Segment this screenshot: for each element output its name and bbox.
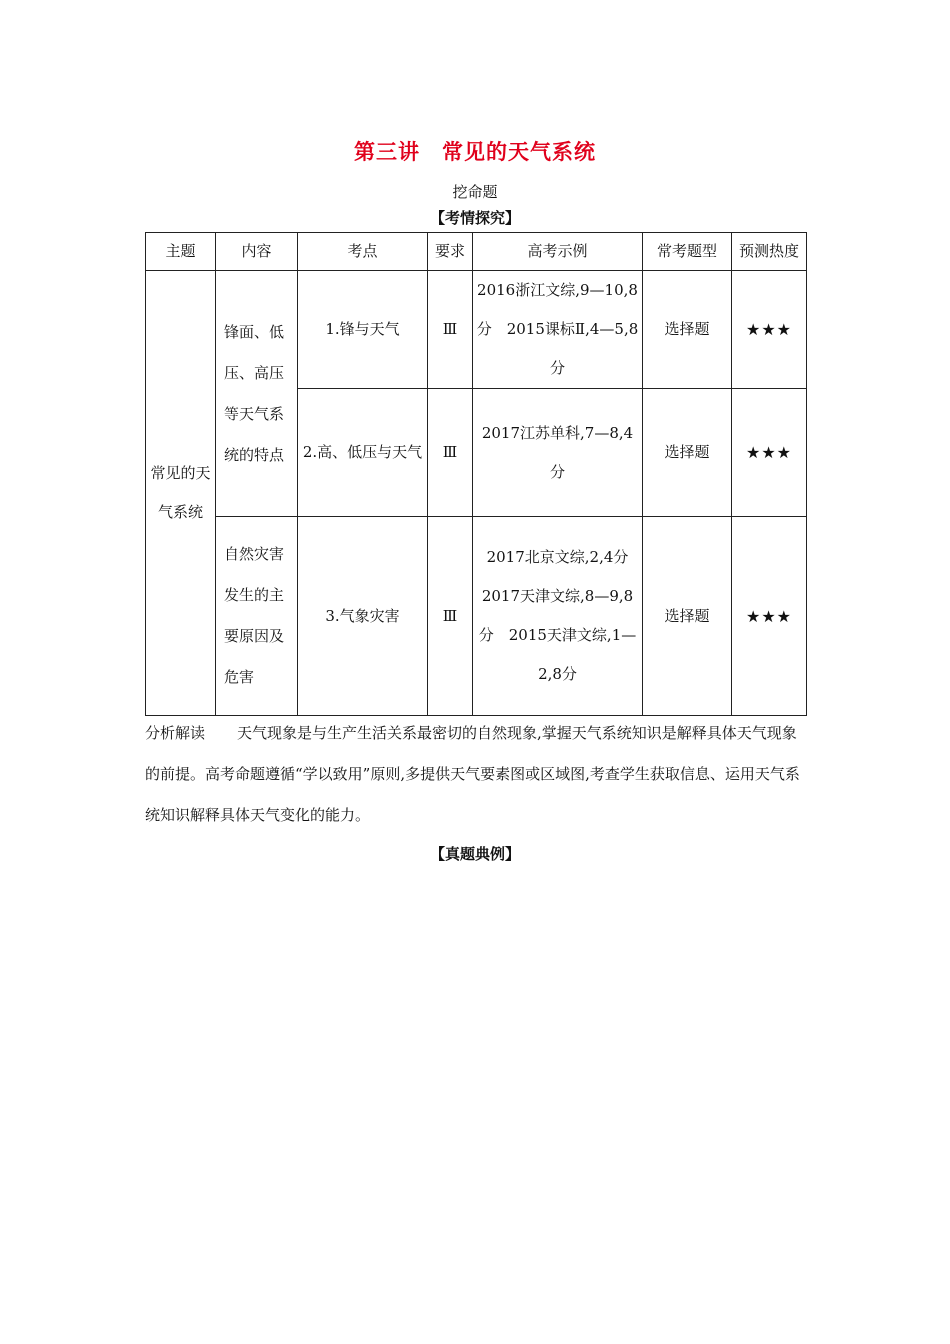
table-row	[146, 517, 807, 716]
topic-cell: 常见的天气系统	[146, 271, 216, 716]
col-header-requirement: 要求	[428, 233, 473, 271]
exam-point-cell: 2.高、低压与天气	[298, 389, 428, 517]
section-heading-real-examples: 【真题典例】	[429, 845, 520, 863]
exam-example-cell: 2017江苏单科,7—8,4分	[473, 389, 643, 517]
col-header-question-type: 常考题型	[643, 233, 732, 271]
question-type-cell: 选择题	[643, 517, 732, 716]
col-header-exam-examples: 高考示例	[473, 233, 643, 271]
table-row	[146, 271, 807, 389]
requirement-cell: Ⅲ	[428, 517, 473, 716]
content-cell-weather-systems: 锋面、低压、高压等天气系统的特点	[216, 271, 298, 517]
content-cell-natural-disasters: 自然灾害发生的主要原因及危害	[216, 517, 298, 716]
question-type-cell: 选择题	[643, 389, 732, 517]
col-header-exam-point: 考点	[298, 233, 428, 271]
exam-point-cell: 3.气象灾害	[298, 517, 428, 716]
requirement-cell: Ⅲ	[428, 389, 473, 517]
exam-example-cell: 2016浙江文综,9—10,8分 2015课标Ⅱ,4—5,8分	[473, 271, 643, 389]
heat-stars: ★★★	[732, 517, 807, 716]
section-heading-exam-analysis: 【考情探究】	[429, 209, 520, 227]
col-header-content: 内容	[216, 233, 298, 271]
page-title: 第三讲 常见的天气系统	[354, 139, 596, 164]
heat-stars: ★★★	[732, 271, 807, 389]
col-header-topic: 主题	[146, 233, 216, 271]
requirement-cell: Ⅲ	[428, 271, 473, 389]
table-header-row	[146, 233, 807, 271]
question-type-cell: 选择题	[643, 271, 732, 389]
heat-stars: ★★★	[732, 389, 807, 517]
analysis-label: 分析解读	[145, 724, 206, 742]
exam-point-cell: 1.锋与天气	[298, 271, 428, 389]
analysis-text: 天气现象是与生产生活关系最密切的自然现象,掌握天气系统知识是解释具体天气现象的前提。高考命题遵循“学以致用”原则,多提供天气要素图或区域图,考查学生获取信息、运用天气系统知识解释具体天气变化的能力。	[145, 724, 800, 824]
subtitle: 挖命题	[452, 183, 498, 201]
exam-example-cell: 2017北京文综,2,4分 2017天津文综,8—9,8分 2015天津文综,1—2,8分	[473, 517, 643, 716]
exam-info-table	[145, 232, 807, 716]
analysis-paragraph	[145, 713, 807, 836]
col-header-predicted-heat: 预测热度	[732, 233, 807, 271]
